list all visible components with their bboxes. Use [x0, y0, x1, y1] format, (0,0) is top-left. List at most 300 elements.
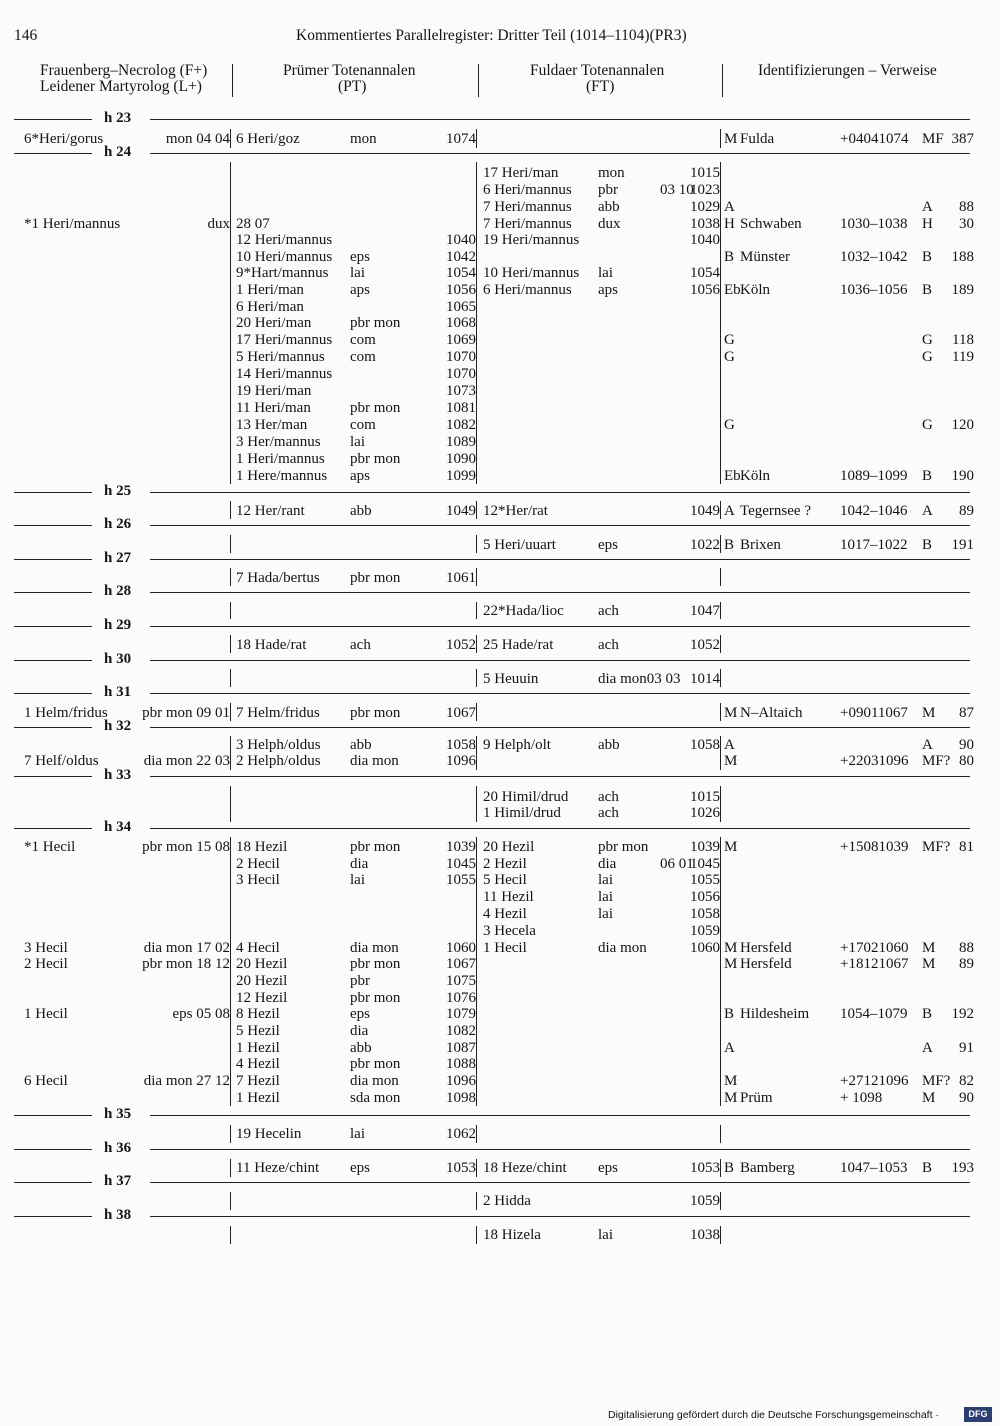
section-label: h 31: [104, 684, 132, 700]
ident-date: +09011067: [840, 705, 908, 721]
section-label: h 36: [104, 1140, 132, 1156]
pt-year: 1082: [446, 1023, 476, 1039]
ft-year: 1059: [690, 923, 720, 939]
pt-status: dia: [350, 1023, 369, 1039]
ft-name: 11 Hezil: [483, 889, 534, 905]
heading-column-divider: [232, 64, 233, 97]
col1-heading-line2: Leidener Martyrolog (L+): [40, 78, 202, 95]
necrolog-date: dia mon 22 03: [143, 753, 230, 769]
section-label: h 27: [104, 550, 132, 566]
column-divider: [476, 635, 477, 653]
pt-year: 1060: [446, 940, 476, 956]
column-divider: [720, 837, 721, 1106]
pt-status: sda mon: [350, 1090, 401, 1106]
pt-status: pbr mon: [350, 1056, 401, 1072]
col3-heading-line1: Fuldaer Totenannalen: [530, 62, 665, 79]
ident-ref-number: 91: [959, 1040, 974, 1056]
pt-name: 7 Hezil: [236, 1073, 280, 1089]
column-divider: [476, 1125, 477, 1143]
pt-status: aps: [350, 468, 370, 484]
pt-year: 1075: [446, 973, 476, 989]
section-rule-right: [150, 1115, 970, 1116]
ident-ref-code: B: [922, 249, 933, 265]
pt-name: 5 Heri/mannus: [236, 349, 325, 365]
necrolog-date: pbr mon 18 12: [142, 956, 230, 972]
pt-year: 1070: [446, 349, 476, 365]
ft-year: 1056: [690, 282, 720, 298]
necrolog-name: *1 Hecil: [24, 839, 76, 855]
pt-name: 1 Heri/mannus: [236, 451, 325, 467]
ident-code: M: [724, 839, 738, 855]
ft-year: 1014: [690, 671, 720, 687]
ident-code: M: [724, 1073, 738, 1089]
ident-date: +22031096: [840, 753, 909, 769]
pt-name: 2 Hecil: [236, 856, 280, 872]
column-divider: [230, 635, 231, 653]
column-divider: [230, 1125, 231, 1143]
pt-name: 11 Heri/man: [236, 400, 311, 416]
pt-year: 1079: [446, 1006, 476, 1022]
pt-status: abb: [350, 1040, 372, 1056]
ident-ref-code: H: [922, 216, 933, 232]
pt-year: 1068: [446, 315, 476, 331]
section-label: h 35: [104, 1106, 132, 1122]
ident-ref-number: 188: [951, 249, 974, 265]
ft-year: 1026: [690, 805, 720, 821]
section-rule-left: [14, 1115, 92, 1116]
pt-status: aps: [350, 282, 370, 298]
pt-year: 1069: [446, 332, 476, 348]
pt-status: pbr mon: [350, 400, 401, 416]
section-rule-left: [14, 626, 92, 627]
section-label: h 30: [104, 651, 132, 667]
ident-date: 1017–1022: [840, 537, 908, 553]
pt-name: 9*Hart/mannus: [236, 265, 329, 281]
ft-name: 6 Heri/mannus: [483, 182, 572, 198]
ft-date: 06 01: [660, 856, 694, 872]
pt-status: pbr mon: [350, 956, 401, 972]
necrolog-date: dia mon 17 02: [143, 940, 230, 956]
ident-code: B: [724, 1006, 735, 1022]
ident-place: Brixen: [740, 537, 781, 553]
column-divider: [720, 501, 721, 519]
ident-date: +27121096: [840, 1073, 909, 1089]
column-divider: [720, 703, 721, 721]
ft-name: 19 Heri/mannus: [483, 232, 580, 248]
section-rule-right: [150, 660, 970, 661]
ident-ref-number: 81: [959, 839, 974, 855]
ft-status: lai: [598, 872, 613, 888]
ft-status: dia: [598, 856, 617, 872]
pt-name: 20 Hezil: [236, 973, 288, 989]
pt-status: abb: [350, 503, 372, 519]
column-divider: [720, 669, 721, 687]
ident-ref-number: 89: [959, 956, 974, 972]
pt-name: 18 Hade/rat: [236, 637, 307, 653]
section-label: h 23: [104, 110, 132, 126]
column-divider: [230, 535, 231, 553]
column-divider: [720, 535, 721, 553]
ident-ref-code: G: [922, 349, 933, 365]
ident-ref-number: 120: [951, 417, 974, 433]
ident-code: A: [724, 199, 735, 215]
pt-name: 4 Hecil: [236, 940, 280, 956]
pt-name: 10 Heri/mannus: [236, 249, 333, 265]
ident-ref-code: A: [922, 1040, 933, 1056]
pt-year: 1098: [446, 1090, 476, 1106]
ft-year: 1015: [690, 789, 720, 805]
ident-code: G: [724, 332, 735, 348]
ident-date: 1054–1079: [840, 1006, 908, 1022]
ft-year: 1039: [690, 839, 720, 855]
ident-code: M: [724, 753, 738, 769]
pt-name: 2 Helph/oldus: [236, 753, 321, 769]
section-label: h 26: [104, 516, 132, 532]
pt-name: 3 Hecil: [236, 872, 280, 888]
ft-status: dia mon03 03: [598, 671, 681, 687]
ft-status: ach: [598, 805, 619, 821]
pt-status: pbr: [350, 973, 370, 989]
ident-place: Köln: [740, 282, 770, 298]
column-divider: [476, 1226, 477, 1244]
pt-name: 3 Her/mannus: [236, 434, 321, 450]
necrolog-name: *1 Heri/mannus: [24, 216, 121, 232]
pt-status: lai: [350, 265, 365, 281]
ident-ref-number: 387: [951, 131, 974, 147]
ident-ref-code: A: [922, 199, 933, 215]
necrolog-date: dux: [207, 216, 230, 232]
ident-place: Hersfeld: [740, 940, 792, 956]
ident-place: Schwaben: [740, 216, 802, 232]
pt-year: 1070: [446, 366, 476, 382]
pt-name: 1 Hezil: [236, 1040, 280, 1056]
ident-ref-code: M: [922, 705, 936, 721]
ft-name: 25 Hade/rat: [483, 637, 554, 653]
ft-name: 2 Hezil: [483, 856, 527, 872]
column-divider: [720, 1192, 721, 1210]
pt-name: 1 Hezil: [236, 1090, 280, 1106]
pt-name: 28 07: [236, 216, 270, 232]
ft-name: 9 Helph/olt: [483, 737, 551, 753]
ft-date: 03 10: [660, 182, 694, 198]
ident-place: Bamberg: [740, 1160, 795, 1176]
ident-place: Hersfeld: [740, 956, 792, 972]
pt-year: 1053: [446, 1160, 476, 1176]
column-divider: [230, 837, 231, 1106]
ft-year: 1052: [690, 637, 720, 653]
pt-status: com: [350, 332, 376, 348]
pt-year: 1058: [446, 737, 476, 753]
ident-date: + 1098: [840, 1090, 883, 1106]
pt-year: 1067: [446, 705, 476, 721]
ident-code: M: [724, 956, 738, 972]
section-rule-left: [14, 776, 92, 777]
ft-status: dia mon: [598, 940, 647, 956]
pt-name: 12 Hezil: [236, 990, 288, 1006]
ident-code: A: [724, 737, 735, 753]
pt-status: abb: [350, 737, 372, 753]
column-divider: [720, 786, 721, 822]
pt-name: 12 Heri/mannus: [236, 232, 333, 248]
pt-year: 1061: [446, 570, 476, 586]
column-divider: [230, 568, 231, 586]
ident-code: M: [724, 705, 738, 721]
pt-name: 20 Heri/man: [236, 315, 312, 331]
ft-status: mon: [598, 165, 625, 181]
column-divider: [720, 1125, 721, 1143]
pt-status: lai: [350, 434, 365, 450]
pt-name: 13 Her/man: [236, 417, 308, 433]
ft-status: dux: [598, 216, 621, 232]
section-label: h 29: [104, 617, 132, 633]
ft-year: 1038: [690, 1227, 720, 1243]
col4-heading: Identifizierungen – Verweise: [758, 62, 937, 79]
pt-year: 1067: [446, 956, 476, 972]
pt-status: dia mon: [350, 1073, 399, 1089]
pt-status: eps: [350, 249, 370, 265]
ft-year: 1055: [690, 872, 720, 888]
pt-name: 20 Hezil: [236, 956, 288, 972]
section-label: h 32: [104, 718, 132, 734]
ft-year: 1023: [690, 182, 720, 198]
section-rule-left: [14, 727, 92, 728]
necrolog-name: 7 Helf/oldus: [24, 753, 99, 769]
pt-name: 3 Helph/oldus: [236, 737, 321, 753]
pt-year: 1096: [446, 1073, 476, 1089]
col2-heading-line2: (PT): [338, 78, 367, 95]
ft-year: 1060: [690, 940, 720, 956]
section-rule-left: [14, 153, 92, 154]
section-rule-right: [150, 492, 970, 493]
ft-name: 1 Hecil: [483, 940, 527, 956]
pt-name: 6 Heri/man: [236, 299, 304, 315]
necrolog-name: 1 Helm/fridus: [24, 705, 108, 721]
page-number: 146: [14, 27, 38, 44]
section-label: h 25: [104, 483, 132, 499]
ft-year: 1049: [690, 503, 720, 519]
ident-place: Prüm: [740, 1090, 773, 1106]
necrolog-name: 2 Hecil: [24, 956, 68, 972]
ident-date: +17021060: [840, 940, 909, 956]
section-rule-right: [150, 626, 970, 627]
ident-code: A: [724, 1040, 735, 1056]
section-rule-right: [150, 119, 970, 120]
pt-name: 8 Hezil: [236, 1006, 280, 1022]
ident-ref-code: MF?: [922, 1073, 951, 1089]
ident-date: 1042–1046: [840, 503, 908, 519]
pt-status: dia mon: [350, 753, 399, 769]
ident-date: 1036–1056: [840, 282, 908, 298]
section-rule-left: [14, 525, 92, 526]
ident-code: Eb: [724, 282, 741, 298]
pt-status: pbr mon: [350, 705, 401, 721]
ident-code: H: [724, 216, 735, 232]
ft-status: ach: [598, 789, 619, 805]
ident-ref-number: 89: [959, 503, 974, 519]
ident-code: A: [724, 503, 735, 519]
ident-ref-code: M: [922, 940, 936, 956]
ident-place: N–Altaich: [740, 705, 803, 721]
pt-year: 1042: [446, 249, 476, 265]
ident-ref-number: 88: [959, 199, 974, 215]
column-divider: [476, 501, 477, 519]
section-rule-left: [14, 592, 92, 593]
column-divider: [476, 1159, 477, 1177]
section-rule-right: [150, 776, 970, 777]
ft-name: 5 Hecil: [483, 872, 527, 888]
ident-place: Münster: [740, 249, 790, 265]
ft-name: 20 Himil/drud: [483, 789, 569, 805]
ident-ref-number: 118: [952, 332, 974, 348]
section-rule-left: [14, 1182, 92, 1183]
pt-status: pbr mon: [350, 570, 401, 586]
ident-ref-number: 90: [959, 1090, 974, 1106]
section-rule-left: [14, 492, 92, 493]
pt-year: 1090: [446, 451, 476, 467]
ft-status: pbr mon: [598, 839, 649, 855]
ident-ref-number: 87: [959, 705, 974, 721]
column-divider: [720, 1226, 721, 1244]
section-label: h 28: [104, 583, 132, 599]
column-divider: [230, 501, 231, 519]
ft-year: 1058: [690, 737, 720, 753]
ident-ref-number: 90: [959, 737, 974, 753]
ft-status: lai: [598, 1227, 613, 1243]
pt-status: eps: [350, 1160, 370, 1176]
pt-name: 19 Heri/man: [236, 383, 312, 399]
ft-status: aps: [598, 282, 618, 298]
section-rule-left: [14, 119, 92, 120]
ident-ref-code: B: [922, 1006, 933, 1022]
column-divider: [476, 129, 477, 148]
pt-name: 7 Hada/bertus: [236, 570, 320, 586]
ident-ref-number: 191: [951, 537, 974, 553]
ft-name: 1 Himil/drud: [483, 805, 561, 821]
column-divider: [720, 162, 721, 484]
ident-code: B: [724, 537, 735, 553]
col2-heading-line1: Prümer Totenannalen: [283, 62, 416, 79]
ft-status: ach: [598, 637, 619, 653]
section-label: h 24: [104, 144, 132, 160]
ident-ref-code: B: [922, 537, 933, 553]
ident-date: 1030–1038: [840, 216, 908, 232]
ident-place: Fulda: [740, 131, 775, 147]
section-label: h 34: [104, 819, 132, 835]
column-divider: [230, 1159, 231, 1177]
pt-status: com: [350, 417, 376, 433]
ident-ref-code: B: [922, 1160, 933, 1176]
pt-name: 11 Heze/chint: [236, 1160, 320, 1176]
pt-name: 4 Hezil: [236, 1056, 280, 1072]
ft-year: 1059: [690, 1193, 720, 1209]
ident-place: Hildesheim: [740, 1006, 810, 1022]
ft-year: 1040: [690, 232, 720, 248]
column-divider: [230, 162, 231, 484]
ft-name: 18 Hizela: [483, 1227, 541, 1243]
ident-ref-code: MF?: [922, 839, 951, 855]
section-label: h 37: [104, 1173, 132, 1189]
pt-name: 12 Her/rant: [236, 503, 305, 519]
pt-status: dia: [350, 856, 369, 872]
ident-ref-number: 193: [951, 1160, 974, 1176]
ft-name: 5 Heuuin: [483, 671, 539, 687]
pt-year: 1040: [446, 232, 476, 248]
ident-code: B: [724, 1160, 735, 1176]
ft-year: 1022: [690, 537, 720, 553]
ident-ref-code: M: [922, 956, 936, 972]
pt-status: com: [350, 349, 376, 365]
column-divider: [476, 703, 477, 721]
ident-code: M: [724, 131, 738, 147]
ft-name: 12*Her/rat: [483, 503, 548, 519]
pt-year: 1096: [446, 753, 476, 769]
section-rule-right: [150, 1182, 970, 1183]
ft-year: 1054: [690, 265, 720, 281]
pt-status: lai: [350, 872, 365, 888]
pt-year: 1073: [446, 383, 476, 399]
section-rule-left: [14, 1149, 92, 1150]
necrolog-name: 3 Hecil: [24, 940, 68, 956]
column-divider: [230, 669, 231, 687]
column-divider: [720, 1159, 721, 1177]
section-rule-right: [150, 592, 970, 593]
section-rule-right: [150, 1216, 970, 1217]
column-divider: [720, 602, 721, 619]
pt-year: 1045: [446, 856, 476, 872]
pt-year: 1054: [446, 265, 476, 281]
necrolog-date: mon 04 04: [165, 131, 230, 147]
pt-status: pbr mon: [350, 990, 401, 1006]
column-divider: [476, 786, 477, 822]
ft-name: 22*Hada/lioc: [483, 603, 564, 619]
ft-status: pbr: [598, 182, 618, 198]
ident-ref-code: B: [922, 282, 933, 298]
pt-year: 1049: [446, 503, 476, 519]
section-rule-left: [14, 660, 92, 661]
ident-ref-code: B: [922, 468, 933, 484]
pt-name: 17 Heri/mannus: [236, 332, 333, 348]
heading-column-divider: [722, 64, 723, 97]
ft-name: 3 Hecela: [483, 923, 536, 939]
column-divider: [476, 162, 477, 484]
section-rule-right: [150, 727, 970, 728]
pt-name: 1 Here/mannus: [236, 468, 328, 484]
ident-ref-code: A: [922, 737, 933, 753]
ft-status: eps: [598, 537, 618, 553]
pt-year: 1089: [446, 434, 476, 450]
dfg-logo: DFG: [964, 1407, 992, 1422]
pt-year: 1056: [446, 282, 476, 298]
ft-status: lai: [598, 265, 613, 281]
pt-status: pbr mon: [350, 315, 401, 331]
section-rule-left: [14, 559, 92, 560]
ident-ref-number: 30: [959, 216, 974, 232]
pt-status: eps: [350, 1006, 370, 1022]
heading-column-divider: [478, 64, 479, 97]
section-rule-left: [14, 693, 92, 694]
ft-status: abb: [598, 737, 620, 753]
column-divider: [230, 602, 231, 619]
col3-heading-line2: (FT): [586, 78, 615, 95]
footer-credit: Digitalisierung gefördert durch die Deutsche Forschungsgemeinschaft ·: [608, 1409, 939, 1421]
ft-name: 6 Heri/mannus: [483, 282, 572, 298]
column-divider: [720, 736, 721, 770]
ident-date: +15081039: [840, 839, 909, 855]
pt-name: 7 Helm/fridus: [236, 705, 320, 721]
ident-code: M: [724, 940, 738, 956]
ft-year: 1058: [690, 906, 720, 922]
ident-code: M: [724, 1090, 738, 1106]
